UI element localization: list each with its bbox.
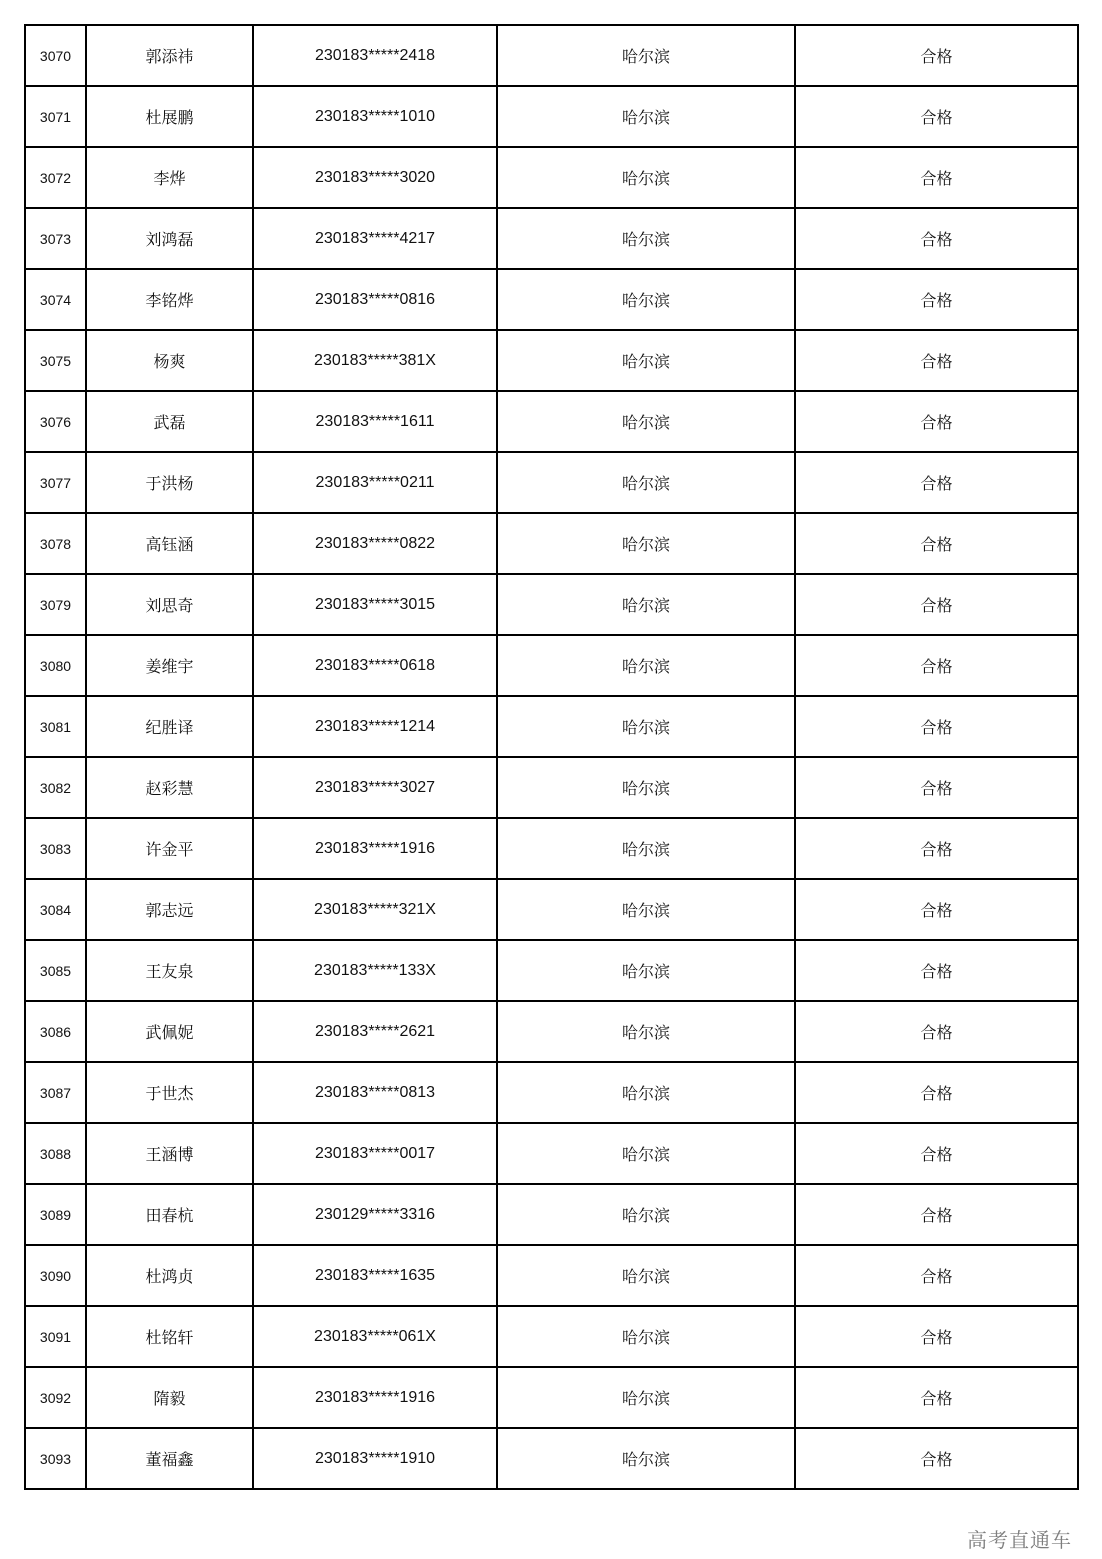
city-cell: 哈尔滨	[497, 25, 795, 86]
table-row	[25, 696, 1078, 757]
city-cell: 哈尔滨	[497, 635, 795, 696]
table-row	[25, 1123, 1078, 1184]
row-number-cell: 3076	[25, 391, 86, 452]
result-status-cell: 合格	[795, 635, 1078, 696]
city-cell: 哈尔滨	[497, 1428, 795, 1489]
table-row	[25, 818, 1078, 879]
city-cell: 哈尔滨	[497, 818, 795, 879]
city-cell: 哈尔滨	[497, 147, 795, 208]
city-cell: 哈尔滨	[497, 1367, 795, 1428]
city-cell: 哈尔滨	[497, 269, 795, 330]
person-name-cell: 刘思奇	[86, 574, 253, 635]
table-row	[25, 1245, 1078, 1306]
person-name-cell: 郭添祎	[86, 25, 253, 86]
person-name-cell: 王友泉	[86, 940, 253, 1001]
id-number-cell: 230183*****3015	[253, 574, 497, 635]
city-cell: 哈尔滨	[497, 879, 795, 940]
person-name-cell: 高钰涵	[86, 513, 253, 574]
city-cell: 哈尔滨	[497, 208, 795, 269]
person-name-cell: 于洪杨	[86, 452, 253, 513]
person-name-cell: 李烨	[86, 147, 253, 208]
result-status-cell: 合格	[795, 86, 1078, 147]
table-row	[25, 391, 1078, 452]
city-cell: 哈尔滨	[497, 1306, 795, 1367]
result-status-cell: 合格	[795, 940, 1078, 1001]
table-row	[25, 25, 1078, 86]
person-name-cell: 杨爽	[86, 330, 253, 391]
id-number-cell: 230183*****1611	[253, 391, 497, 452]
person-name-cell: 许金平	[86, 818, 253, 879]
result-status-cell: 合格	[795, 1245, 1078, 1306]
id-number-cell: 230183*****1916	[253, 818, 497, 879]
row-number-cell: 3085	[25, 940, 86, 1001]
person-name-cell: 武佩妮	[86, 1001, 253, 1062]
row-number-cell: 3086	[25, 1001, 86, 1062]
table-row	[25, 208, 1078, 269]
id-number-cell: 230183*****0211	[253, 452, 497, 513]
person-name-cell: 杜鸿贞	[86, 1245, 253, 1306]
result-status-cell: 合格	[795, 208, 1078, 269]
row-number-cell: 3084	[25, 879, 86, 940]
watermark-text: 高考直通车	[967, 1528, 1072, 1552]
id-number-cell: 230183*****321X	[253, 879, 497, 940]
table-row	[25, 513, 1078, 574]
city-cell: 哈尔滨	[497, 391, 795, 452]
row-number-cell: 3082	[25, 757, 86, 818]
person-name-cell: 王涵博	[86, 1123, 253, 1184]
table-row	[25, 1306, 1078, 1367]
result-status-cell: 合格	[795, 391, 1078, 452]
row-number-cell: 3070	[25, 25, 86, 86]
id-number-cell: 230183*****0822	[253, 513, 497, 574]
table-row	[25, 147, 1078, 208]
id-number-cell: 230183*****0017	[253, 1123, 497, 1184]
person-name-cell: 武磊	[86, 391, 253, 452]
table-row	[25, 574, 1078, 635]
id-number-cell: 230183*****1010	[253, 86, 497, 147]
table-row	[25, 940, 1078, 1001]
city-cell: 哈尔滨	[497, 513, 795, 574]
id-number-cell: 230129*****3316	[253, 1184, 497, 1245]
person-name-cell: 董福鑫	[86, 1428, 253, 1489]
row-number-cell: 3088	[25, 1123, 86, 1184]
table-row	[25, 1001, 1078, 1062]
person-name-cell: 刘鸿磊	[86, 208, 253, 269]
person-name-cell: 纪胜译	[86, 696, 253, 757]
row-number-cell: 3091	[25, 1306, 86, 1367]
table-row	[25, 1062, 1078, 1123]
id-number-cell: 230183*****2418	[253, 25, 497, 86]
table-row	[25, 1428, 1078, 1489]
table-row	[25, 269, 1078, 330]
result-status-cell: 合格	[795, 696, 1078, 757]
person-name-cell: 隋毅	[86, 1367, 253, 1428]
result-status-cell: 合格	[795, 513, 1078, 574]
row-number-cell: 3081	[25, 696, 86, 757]
result-status-cell: 合格	[795, 269, 1078, 330]
table-row	[25, 635, 1078, 696]
row-number-cell: 3075	[25, 330, 86, 391]
id-number-cell: 230183*****0813	[253, 1062, 497, 1123]
row-number-cell: 3073	[25, 208, 86, 269]
table-row	[25, 330, 1078, 391]
person-name-cell: 田春杭	[86, 1184, 253, 1245]
table-row	[25, 86, 1078, 147]
result-status-cell: 合格	[795, 574, 1078, 635]
result-status-cell: 合格	[795, 1184, 1078, 1245]
person-name-cell: 杜展鹏	[86, 86, 253, 147]
result-status-cell: 合格	[795, 330, 1078, 391]
person-name-cell: 赵彩慧	[86, 757, 253, 818]
id-number-cell: 230183*****3020	[253, 147, 497, 208]
city-cell: 哈尔滨	[497, 1123, 795, 1184]
id-number-cell: 230183*****133X	[253, 940, 497, 1001]
table-row	[25, 757, 1078, 818]
id-number-cell: 230183*****3027	[253, 757, 497, 818]
result-status-cell: 合格	[795, 1428, 1078, 1489]
id-number-cell: 230183*****061X	[253, 1306, 497, 1367]
city-cell: 哈尔滨	[497, 757, 795, 818]
result-status-cell: 合格	[795, 1062, 1078, 1123]
row-number-cell: 3093	[25, 1428, 86, 1489]
id-number-cell: 230183*****0816	[253, 269, 497, 330]
row-number-cell: 3079	[25, 574, 86, 635]
result-status-cell: 合格	[795, 25, 1078, 86]
results-table	[24, 24, 1079, 1490]
person-name-cell: 于世杰	[86, 1062, 253, 1123]
id-number-cell: 230183*****1916	[253, 1367, 497, 1428]
city-cell: 哈尔滨	[497, 452, 795, 513]
result-status-cell: 合格	[795, 818, 1078, 879]
row-number-cell: 3083	[25, 818, 86, 879]
row-number-cell: 3071	[25, 86, 86, 147]
id-number-cell: 230183*****1214	[253, 696, 497, 757]
city-cell: 哈尔滨	[497, 574, 795, 635]
result-status-cell: 合格	[795, 1367, 1078, 1428]
result-status-cell: 合格	[795, 147, 1078, 208]
person-name-cell: 李铭烨	[86, 269, 253, 330]
result-status-cell: 合格	[795, 1123, 1078, 1184]
result-status-cell: 合格	[795, 1001, 1078, 1062]
table-row	[25, 1184, 1078, 1245]
result-status-cell: 合格	[795, 879, 1078, 940]
city-cell: 哈尔滨	[497, 1001, 795, 1062]
id-number-cell: 230183*****0618	[253, 635, 497, 696]
row-number-cell: 3074	[25, 269, 86, 330]
city-cell: 哈尔滨	[497, 1062, 795, 1123]
city-cell: 哈尔滨	[497, 696, 795, 757]
city-cell: 哈尔滨	[497, 86, 795, 147]
table-row	[25, 452, 1078, 513]
id-number-cell: 230183*****381X	[253, 330, 497, 391]
result-status-cell: 合格	[795, 1306, 1078, 1367]
city-cell: 哈尔滨	[497, 330, 795, 391]
row-number-cell: 3080	[25, 635, 86, 696]
result-status-cell: 合格	[795, 452, 1078, 513]
id-number-cell: 230183*****1910	[253, 1428, 497, 1489]
city-cell: 哈尔滨	[497, 1184, 795, 1245]
person-name-cell: 杜铭轩	[86, 1306, 253, 1367]
row-number-cell: 3089	[25, 1184, 86, 1245]
row-number-cell: 3077	[25, 452, 86, 513]
row-number-cell: 3090	[25, 1245, 86, 1306]
city-cell: 哈尔滨	[497, 1245, 795, 1306]
row-number-cell: 3092	[25, 1367, 86, 1428]
id-number-cell: 230183*****2621	[253, 1001, 497, 1062]
id-number-cell: 230183*****4217	[253, 208, 497, 269]
row-number-cell: 3078	[25, 513, 86, 574]
row-number-cell: 3072	[25, 147, 86, 208]
city-cell: 哈尔滨	[497, 940, 795, 1001]
results-table-body	[25, 25, 1078, 1489]
row-number-cell: 3087	[25, 1062, 86, 1123]
person-name-cell: 郭志远	[86, 879, 253, 940]
person-name-cell: 姜维宇	[86, 635, 253, 696]
result-status-cell: 合格	[795, 757, 1078, 818]
id-number-cell: 230183*****1635	[253, 1245, 497, 1306]
table-row	[25, 879, 1078, 940]
table-row	[25, 1367, 1078, 1428]
